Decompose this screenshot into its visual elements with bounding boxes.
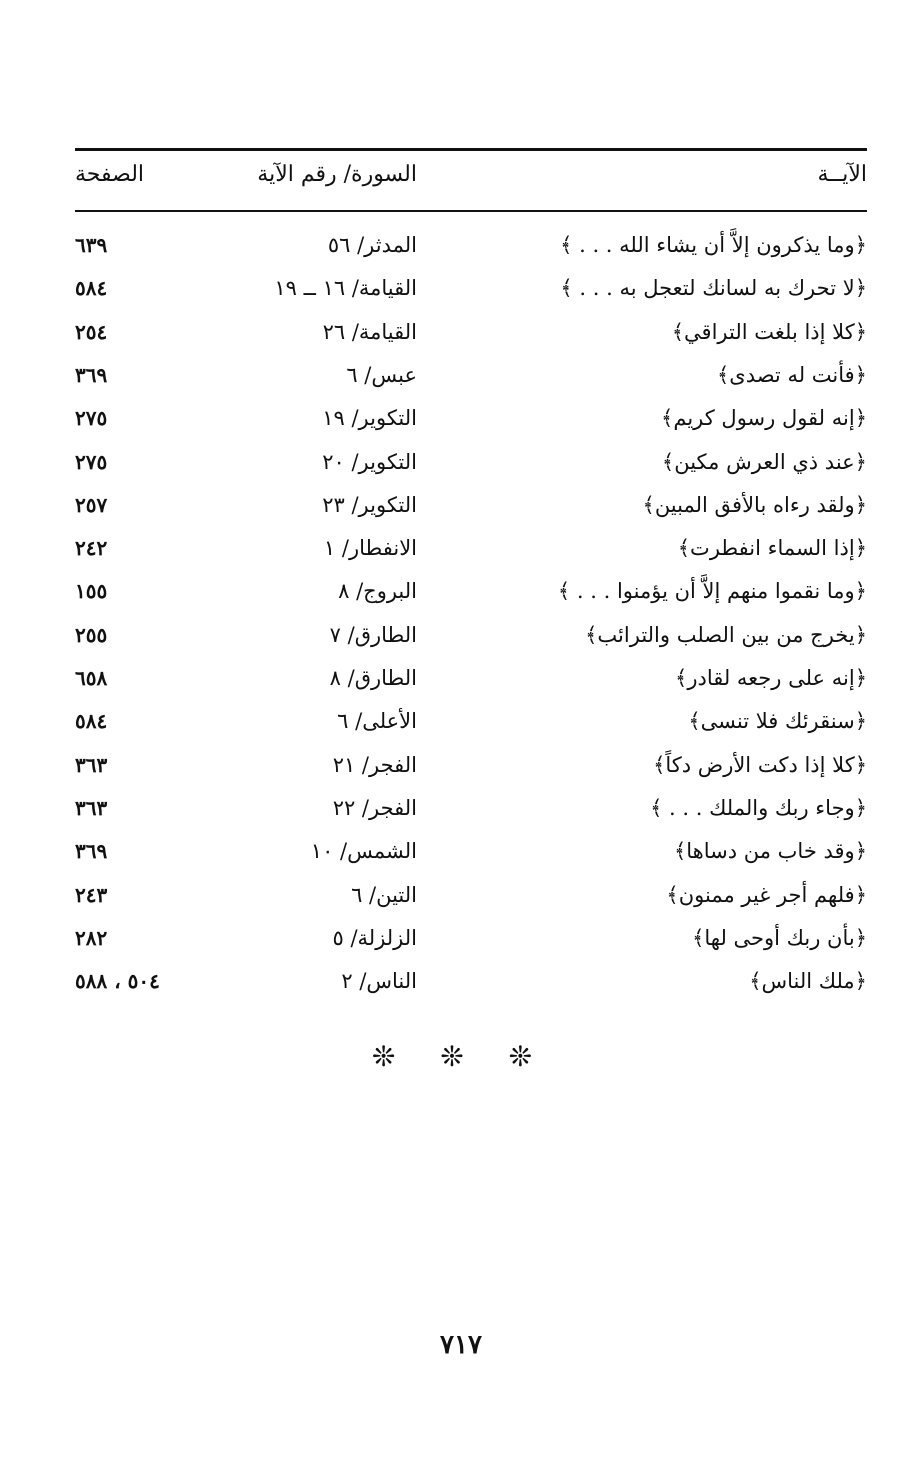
header-surah: السورة/ رقم الآية [257,162,417,187]
table-header [75,155,867,195]
surah-cell: القيامة/ ١٦ ــ ١٩ [274,276,417,301]
page-cell: ٣٦٩ [75,362,108,387]
ayah-cell: ﴿وما نقموا منهم إلاَّ أن يؤمنوا . . . ﴾ [557,579,867,604]
table-row [75,442,867,482]
ayah-cell: ﴿بأن ربك أوحى لها﴾ [692,925,867,950]
surah-cell: عبس/ ٦ [346,362,417,387]
table-row [75,225,867,265]
ayah-cell: ﴿ملك الناس﴾ [749,969,867,994]
ayah-cell: ﴿وجاء ربك والملك . . . ﴾ [650,795,867,820]
surah-cell: الأعلى/ ٦ [337,709,417,734]
table-row [75,571,867,611]
ayah-cell: ﴿كلا إذا بلغت التراقي﴾ [671,319,867,344]
surah-cell: التكوير/ ٢٣ [322,492,417,517]
header-rule [75,210,867,212]
surah-cell: الفجر/ ٢٢ [332,795,417,820]
surah-cell: التكوير/ ١٩ [322,406,417,431]
ayah-cell: ﴿لا تحرك به لسانك لتعجل به . . . ﴾ [560,276,867,301]
ayah-cell: ﴿يخرج من بين الصلب والترائب﴾ [585,622,867,647]
surah-cell: البروج/ ٨ [338,579,417,604]
ayah-cell: ﴿وما يذكرون إلاَّ أن يشاء الله . . . ﴾ [560,233,867,257]
page-number: ٧١٧ [440,1330,482,1360]
ornament-stars: ❊ ❊ ❊ [371,1040,551,1073]
table-row [75,745,867,785]
surah-cell: التكوير/ ٢٠ [322,449,417,474]
surah-cell: الانفطار/ ١ [323,536,417,561]
table-row [75,268,867,308]
table-row [75,961,867,1001]
surah-cell: الطارق/ ٧ [329,622,417,647]
table-row [75,312,867,352]
page-cell: ٢٨٢ [75,925,108,950]
surah-cell: الزلزلة/ ٥ [332,925,417,950]
page-cell: ١٥٥ [75,579,108,604]
ayah-cell: ﴿فلهم أجر غير ممنون﴾ [666,882,867,907]
page-cell: ٢٤٣ [75,882,108,907]
page-cell: ٢٧٥ [75,406,108,431]
surah-cell: الناس/ ٢ [341,969,417,994]
page-cell: ٢٥٥ [75,622,108,647]
surah-cell: الفجر/ ٢١ [332,752,417,777]
table-row [75,875,867,915]
table-row [75,615,867,655]
surah-cell: التين/ ٦ [351,882,417,907]
table-row [75,788,867,828]
ayah-cell: ﴿كلا إذا دكت الأرض دكاً﴾ [653,752,867,777]
ayah-cell: ﴿وقد خاب من دساها﴾ [673,839,867,864]
page-cell: ٥٠٤ ، ٥٨٨ [75,969,160,994]
table-row [75,658,867,698]
ayah-cell: ﴿فأنت له تصدى﴾ [716,362,867,387]
ayah-cell: ﴿إنه لقول رسول كريم﴾ [661,406,867,431]
table-row [75,398,867,438]
ayah-cell: ﴿إنه على رجعه لقادر﴾ [675,666,867,690]
page-cell: ٢٥٧ [75,492,108,517]
ayah-cell: ﴿عند ذي العرش مكين﴾ [661,449,867,474]
ayah-cell: ﴿ولقد رءاه بالأفق المبين﴾ [642,492,867,517]
page-cell: ٢٧٥ [75,449,108,474]
surah-cell: المدثر/ ٥٦ [327,233,417,257]
table-row [75,831,867,871]
table-row [75,355,867,395]
surah-cell: القيامة/ ٢٦ [322,319,417,344]
top-rule [75,148,867,151]
table-row [75,528,867,568]
table-row [75,485,867,525]
surah-cell: الطارق/ ٨ [329,666,417,690]
surah-cell: الشمس/ ١٠ [310,839,417,864]
page-cell: ٣٦٣ [75,795,108,820]
page-cell: ٣٦٩ [75,839,108,864]
page-cell: ٦٣٩ [75,233,108,257]
ayah-cell: ﴿سنقرئك فلا تنسى﴾ [688,709,867,734]
header-page: الصفحة [75,162,145,187]
table-row [75,701,867,741]
page-cell: ٣٦٣ [75,752,108,777]
table-row [75,918,867,958]
page-cell: ٢٤٢ [75,536,108,561]
page-cell: ٥٨٤ [75,276,108,301]
page-cell: ٥٨٤ [75,709,108,734]
header-ayah: الآيــة [817,162,867,187]
ayah-cell: ﴿إذا السماء انفطرت﴾ [677,536,867,561]
page-cell: ٦٥٨ [75,666,108,690]
page-cell: ٢٥٤ [75,319,108,344]
